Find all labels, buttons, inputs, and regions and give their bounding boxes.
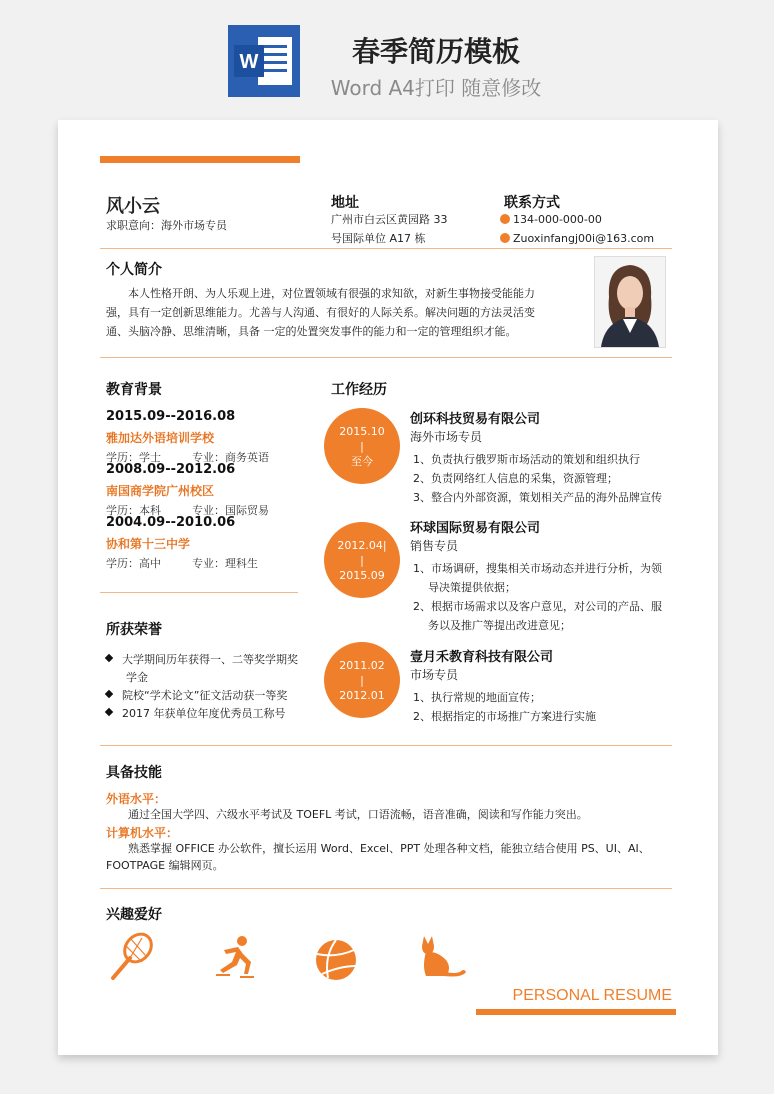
edu-major: 专业：国际贸易 (192, 504, 269, 517)
work-period-badge: 2011.02 | 2012.01 (324, 642, 400, 718)
duty-line: 1、市场调研，搜集相关市场动态并进行分析，为领 (413, 562, 662, 575)
intro-line-1: 本人性格开朗、为人乐观上进，对位置领域有很强的求知欲，对新生事物接受能能力 (128, 287, 535, 300)
duty-line: 1、执行常规的地面宣传； (413, 691, 541, 704)
edu-date: 2008.09--2012.06 (106, 462, 236, 477)
edu-school: 协和第十三中学 (106, 537, 191, 551)
duty-line: 2、根据市场需求以及客户意见，对公司的产品、服 (413, 600, 662, 613)
edu-degree: 学历：高中 (106, 557, 161, 570)
computer-label: 计算机水平： (106, 826, 179, 840)
edu-major: 专业：理科生 (192, 557, 258, 570)
duty-line: 2、负责网络红人信息的采集，资源管理； (413, 472, 618, 485)
job-role: 销售专员 (410, 539, 459, 553)
duty-line: 3、整合内外部资源，策划相关产品的海外品牌宣传 (413, 491, 662, 504)
edu-date: 2015.09--2016.08 (106, 409, 236, 424)
job-role: 市场专员 (410, 668, 459, 682)
edu-date: 2004.09--2010.06 (106, 515, 236, 530)
duty-line: 导决策提供依据； (428, 581, 516, 594)
address-line-1: 广州市白云区黄园路 33 (331, 213, 448, 226)
svg-text:W: W (239, 51, 259, 73)
language-text: 通过全国大学四、六级水平考试及 TOEFL 考试，口语流畅，语音准确，阅读和写作能力突出。 (128, 808, 588, 821)
honor-item: 2017 年获单位年度优秀员工称号 (106, 705, 286, 723)
edu-school: 南国商学院广州校区 (106, 484, 215, 498)
duty-line: 1、负责执行俄罗斯市场活动的策划和组织执行 (413, 453, 640, 466)
word-icon (228, 25, 300, 97)
bottom-accent-bar (476, 1009, 676, 1015)
banner-subtitle: Word A4打印 随意修改 (330, 76, 542, 100)
duty-line: 2、根据指定的市场推广方案进行实施 (413, 710, 596, 723)
job-role: 海外市场专员 (410, 430, 483, 444)
company-name: 壹月禾教育科技有限公司 (410, 650, 554, 665)
divider (100, 592, 298, 593)
hobbies-title: 兴趣爱好 (106, 907, 162, 923)
divider (100, 888, 672, 889)
divider (100, 745, 672, 746)
resume-page (58, 120, 718, 1055)
address-line-2: 号国际单位 A17 栋 (331, 232, 426, 245)
email-row (500, 231, 654, 247)
bullet-icon (105, 690, 113, 698)
banner-title: 春季简历模板 (351, 35, 520, 68)
profile-photo (594, 256, 666, 348)
volleyball-icon (314, 938, 358, 986)
address-title: 地址 (331, 195, 359, 211)
language-label: 外语水平： (106, 792, 167, 806)
edu-major: 专业：商务英语 (192, 451, 269, 464)
skills-title: 具备技能 (106, 765, 162, 781)
duty-line: 务以及推广等提出改进意见； (428, 619, 571, 632)
bullet-icon (105, 654, 113, 662)
tennis-racket-icon (108, 932, 156, 986)
phone-row (500, 212, 602, 228)
email-address: Zuoxinfangj00i@163.com (513, 232, 655, 245)
divider (100, 248, 672, 249)
education-title: 教育背景 (106, 382, 162, 398)
edu-degree: 学历：学士 (106, 451, 161, 464)
job-intent: 求职意向：海外市场专员 (106, 219, 227, 232)
bullet-icon (105, 708, 113, 716)
honors-title: 所获荣誉 (106, 622, 162, 638)
honor-item: 院校“学术论文”征文活动获一等奖 (106, 687, 287, 705)
work-period-badge: 2015.10 | 至今 (324, 408, 400, 484)
contact-title: 联系方式 (504, 195, 560, 211)
intro-line-2: 强，具有一定创新思维能力。尤善与人沟通、有很好的人际关系。解决问题的方法灵活变 (106, 306, 535, 319)
skating-icon (210, 934, 258, 984)
work-title: 工作经历 (331, 382, 387, 398)
email-icon (500, 233, 510, 243)
honor-item-cont: 学金 (126, 671, 148, 684)
work-period-badge: 2012.04| | 2015.09 (324, 522, 400, 598)
honor-item: 大学期间历年获得一、二等奖学期奖 (106, 651, 298, 669)
computer-text-2: FOOTPAGE 编辑网页。 (106, 859, 224, 872)
edu-school: 雅加达外语培训学校 (106, 431, 215, 445)
intro-line-3: 通、头脑冷静、思维清晰，具备 一定的处置突发事件的能力和一定的管理组织才能。 (106, 325, 517, 338)
footer-label: PERSONAL RESUME (512, 987, 672, 1004)
divider (100, 357, 672, 358)
cat-icon (418, 932, 470, 984)
intro-title: 个人简介 (106, 262, 162, 278)
computer-text-1: 熟悉掌握 OFFICE 办公软件，擅长运用 Word、Excel、PPT 处理各种文档，能独立结合使用 PS、UI、AI、 (128, 842, 650, 855)
candidate-name: 风小云 (106, 196, 160, 217)
phone-number: 134-000-000-00 (513, 213, 602, 226)
edu-degree: 学历：本科 (106, 504, 161, 517)
company-name: 创环科技贸易有限公司 (410, 412, 541, 427)
top-accent-bar (100, 156, 300, 163)
phone-icon (500, 214, 510, 224)
company-name: 环球国际贸易有限公司 (410, 521, 541, 536)
